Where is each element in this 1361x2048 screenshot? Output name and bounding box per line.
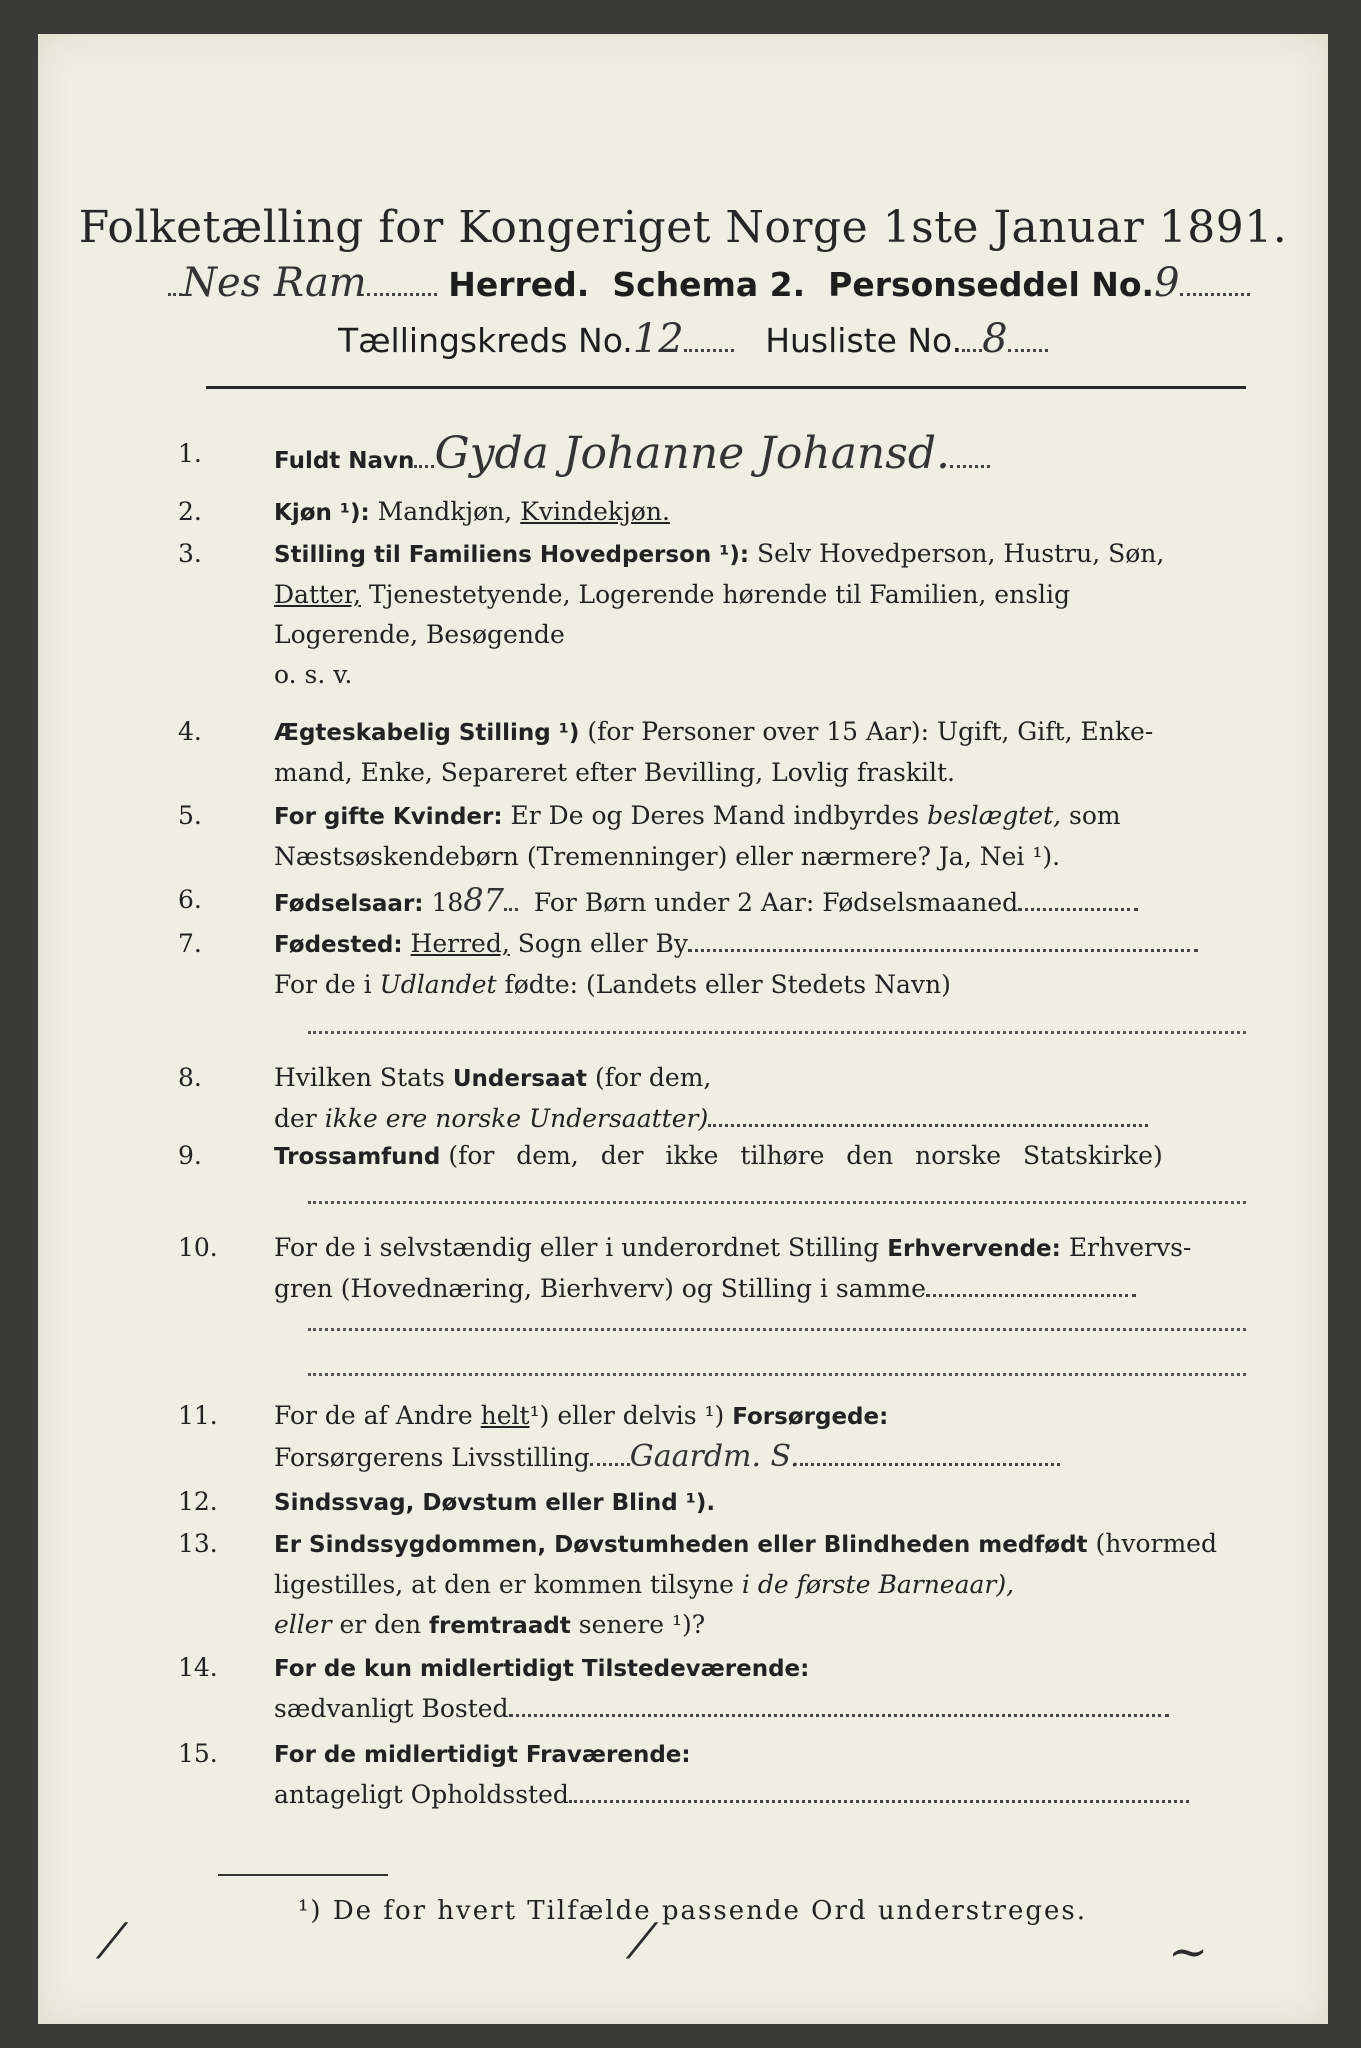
fill-line — [308, 1029, 1246, 1034]
header-rule — [206, 386, 1246, 389]
item-text: er den — [339, 1610, 422, 1639]
item-text: Næstsøskendebørn (Tremenninger) eller nærmere? Ja, Nei ¹). — [274, 842, 1061, 871]
item-text: eller — [274, 1610, 332, 1639]
option-female-underlined: Kvindekjøn. — [520, 497, 670, 526]
kreds-label: Tællingskreds No. — [338, 321, 633, 360]
item-text: Erhvervs- — [1068, 1233, 1192, 1262]
item-text: For de i selvstændig eller i underordnet Stilling — [274, 1233, 880, 1262]
kreds-line — [338, 316, 1328, 362]
item-label: Fuldt Navn — [274, 448, 415, 474]
item-text: senere ¹)? — [578, 1610, 706, 1639]
item-text: For de af Andre — [274, 1401, 473, 1430]
item-text: 18 — [431, 888, 464, 917]
personseddel-label: Personseddel No. — [828, 265, 1155, 304]
husliste-number: 8 — [982, 316, 1008, 362]
item-text: Er De og Deres Mand indbyrdes — [510, 801, 920, 830]
item-text: Sogn eller By — [517, 929, 688, 958]
item-number: 2. — [178, 497, 202, 526]
option-herred-underlined: Herred, — [410, 929, 510, 958]
herred-handwritten: Nes Ram — [182, 260, 367, 306]
item-label: Fødested: — [274, 932, 403, 958]
item-text: i de første Barneaar), — [741, 1570, 1015, 1599]
item-number: 14. — [178, 1653, 218, 1682]
item-number: 3. — [178, 539, 202, 568]
item-text: fødte: (Landets eller Stedets Navn) — [504, 970, 951, 999]
item-text: gren (Hovednæring, Bierhverv) og Stilling i samme — [274, 1274, 926, 1303]
item-label: Fødselsaar: — [274, 891, 424, 917]
option-helt-underlined: helt — [480, 1401, 530, 1430]
item-text: For Børn under 2 Aar: Fødselsmaaned — [533, 888, 1019, 917]
item-text: antageligt Opholdssted — [274, 1780, 569, 1809]
item-number: 12. — [178, 1487, 218, 1516]
footnote: ¹) De for hvert Tilfælde passende Ord understreges. — [298, 1896, 1088, 1926]
fill-line — [308, 1371, 1246, 1376]
item-text: (for Personer over 15 Aar): Ugift, Gift, Enke- — [587, 717, 1154, 746]
item-text: Selv Hovedperson, Hustru, Søn, — [757, 539, 1165, 568]
personseddel-number: 9 — [1154, 260, 1180, 306]
schema-label: Schema 2. — [612, 265, 806, 304]
full-name-value: Gyda Johanne Johansd. — [434, 428, 950, 479]
option-male: Mandkjøn, — [377, 497, 513, 526]
item-text: (for dem, der ikke tilhøre den norske Statskirke) — [448, 1141, 1163, 1170]
item-text: som — [1069, 801, 1121, 830]
item-number: 10. — [178, 1233, 218, 1262]
item-number: 13. — [178, 1529, 218, 1558]
item-text: der — [274, 1104, 317, 1133]
item-number: 9. — [178, 1141, 202, 1170]
herred-line — [168, 260, 1328, 306]
item-text: ¹) eller delvis ¹) — [529, 1401, 725, 1430]
form-title: Folketælling for Kongeriget Norge 1ste Januar 1891. — [78, 202, 1288, 253]
item-text: Udlandet — [379, 970, 497, 999]
fill-line — [308, 1326, 1246, 1331]
item-label: Trossamfund — [274, 1144, 441, 1170]
item-number: 1. — [178, 439, 202, 468]
item-text: Forsørgerens Livsstilling — [274, 1443, 590, 1472]
pencil-mark: ⁄ — [108, 1914, 117, 1970]
item-label: Undersaat — [452, 1066, 588, 1092]
item-number: 6. — [178, 885, 202, 914]
item-text: (hvormed — [1095, 1529, 1217, 1558]
item-label: Er Sindssygdommen, Døvstumheden eller Blindheden — [274, 1532, 971, 1558]
footnote-rule — [218, 1874, 388, 1876]
item-number: 15. — [178, 1739, 218, 1768]
item-text: beslægtet, — [927, 801, 1062, 830]
item-label: For de midlertidigt Fraværende: — [274, 1742, 691, 1768]
item-number: 11. — [178, 1401, 218, 1430]
item-number: 5. — [178, 801, 202, 830]
item-text: Hvilken Stats — [274, 1063, 445, 1092]
item-text: Tjenestetyende, Logerende hørende til Familien, enslig — [368, 580, 1071, 609]
item-label: Kjøn ¹): — [274, 500, 370, 526]
item-label: Erhvervende: — [887, 1236, 1061, 1262]
item-text: mand, Enke, Separeret efter Bevilling, Lovlig fraskilt. — [274, 758, 955, 787]
item-text: sædvanligt Bosted — [274, 1694, 509, 1723]
item-label: Ægteskabelig Stilling ¹) — [274, 720, 580, 746]
option-datter-underlined: Datter, — [274, 580, 361, 609]
item-text: ikke ere norske Undersaatter) — [324, 1104, 709, 1133]
item-label: Sindssvag, Døvstum eller Blind ¹). — [274, 1490, 716, 1516]
pencil-mark: ⁄ — [638, 1914, 647, 1970]
supporter-occupation-value: Gaardm. S. — [629, 1439, 800, 1474]
item-text: o. s. v. — [274, 660, 353, 689]
item-text: For de i — [274, 970, 372, 999]
kreds-number: 12 — [632, 316, 684, 362]
fill-line — [308, 1199, 1246, 1204]
herred-label: Herred. — [448, 265, 590, 304]
item-label: For de kun midlertidigt Tilstedeværende: — [274, 1656, 810, 1682]
pencil-mark: ~ — [1168, 1924, 1209, 1980]
item-label: medfødt — [978, 1532, 1088, 1558]
item-number: 7. — [178, 929, 202, 958]
item-label: For gifte Kvinder: — [274, 804, 503, 830]
item-label: Forsørgede: — [732, 1404, 889, 1430]
husliste-label: Husliste No. — [765, 321, 963, 360]
item-text: Logerende, Besøgende — [274, 620, 565, 649]
item-label: fremtraadt — [429, 1613, 571, 1639]
item-text: (for dem, — [594, 1063, 712, 1092]
item-label: Stilling til Familiens Hovedperson ¹): — [274, 542, 750, 568]
item-number: 4. — [178, 717, 202, 746]
item-number: 8. — [178, 1063, 202, 1092]
birth-year-value: 87 — [463, 881, 504, 919]
census-form-page — [38, 34, 1328, 2024]
item-text: ligestilles, at den er kommen tilsyne — [274, 1570, 734, 1599]
